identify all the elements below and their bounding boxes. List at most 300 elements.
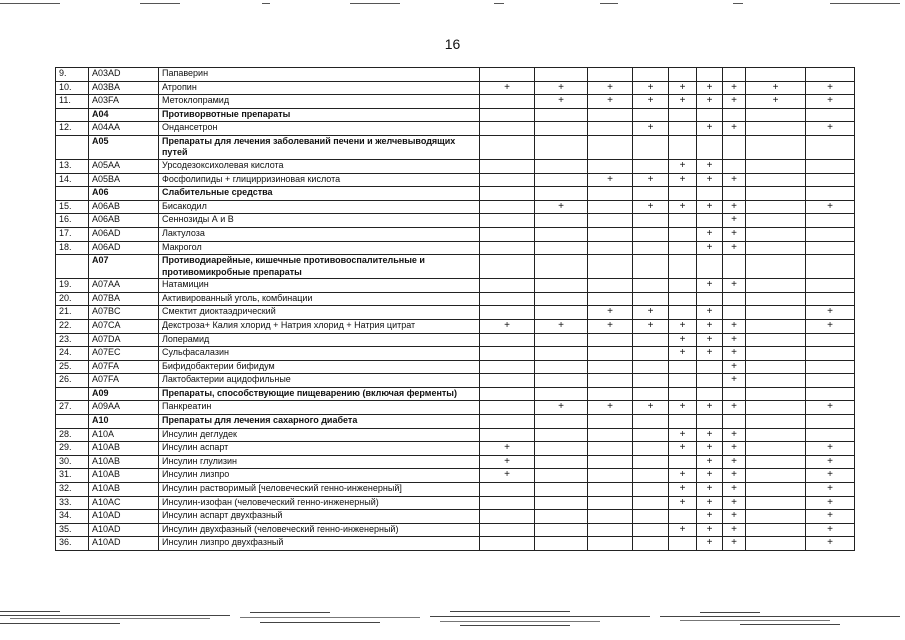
mark-cell: + — [723, 319, 746, 333]
mark-cell — [588, 122, 633, 136]
mark-cell — [746, 173, 806, 187]
mark-cell — [697, 292, 723, 306]
drug-name-cell: Инсулин глулизин — [159, 455, 480, 469]
mark-cell: + — [633, 306, 669, 320]
mark-cell — [633, 374, 669, 388]
mark-cell — [535, 415, 588, 429]
group-header-row — [56, 135, 855, 159]
row-number-cell: 27. — [56, 401, 89, 415]
drug-name-cell: Препараты для лечения сахарного диабета — [159, 415, 480, 429]
drug-name-cell: Инсулин лизпро двухфазный — [159, 537, 480, 551]
mark-cell: + — [633, 319, 669, 333]
mark-cell — [535, 333, 588, 347]
mark-cell — [480, 360, 535, 374]
table-row — [56, 227, 855, 241]
drug-name-cell: Инсулин аспарт двухфазный — [159, 510, 480, 524]
mark-cell: + — [633, 81, 669, 95]
mark-cell — [697, 255, 723, 279]
mark-cell — [633, 135, 669, 159]
drug-name-cell: Урсодезоксихолевая кислота — [159, 159, 480, 173]
mark-cell — [723, 387, 746, 401]
mark-cell: + — [669, 81, 697, 95]
mark-cell — [535, 227, 588, 241]
mark-cell — [669, 241, 697, 255]
mark-cell — [480, 347, 535, 361]
table-row — [56, 173, 855, 187]
mark-cell — [535, 173, 588, 187]
mark-cell — [588, 159, 633, 173]
mark-cell: + — [480, 442, 535, 456]
mark-cell — [806, 292, 855, 306]
mark-cell: + — [669, 523, 697, 537]
mark-cell — [480, 95, 535, 109]
table-row — [56, 95, 855, 109]
mark-cell — [588, 187, 633, 201]
mark-cell: + — [697, 496, 723, 510]
drug-name-cell: Атропин — [159, 81, 480, 95]
mark-cell — [588, 442, 633, 456]
mark-cell — [633, 483, 669, 497]
atc-code-cell: A10AB — [89, 469, 159, 483]
mark-cell — [697, 108, 723, 122]
mark-cell — [633, 108, 669, 122]
group-header-row — [56, 415, 855, 429]
table-row — [56, 159, 855, 173]
drug-name-cell: Ондансетрон — [159, 122, 480, 136]
mark-cell: + — [723, 455, 746, 469]
drug-name-cell: Инсулин деглудек — [159, 428, 480, 442]
mark-cell — [480, 292, 535, 306]
row-number-cell: 31. — [56, 469, 89, 483]
atc-code-cell: A07DA — [89, 333, 159, 347]
mark-cell — [633, 159, 669, 173]
mark-cell — [697, 187, 723, 201]
mark-cell — [480, 159, 535, 173]
mark-cell — [535, 360, 588, 374]
mark-cell: + — [806, 95, 855, 109]
atc-code-cell: A10A — [89, 428, 159, 442]
drug-name-cell: Противодиарейные, кишечные противовоспалительные и противомикробные препараты — [159, 255, 480, 279]
drug-name-cell: Метоклопрамид — [159, 95, 480, 109]
mark-cell — [480, 428, 535, 442]
atc-code-cell: A06AD — [89, 241, 159, 255]
mark-cell — [746, 135, 806, 159]
row-number-cell: 17. — [56, 227, 89, 241]
drug-name-cell: Фосфолипиды + глицирризиновая кислота — [159, 173, 480, 187]
mark-cell: + — [669, 483, 697, 497]
drug-name-cell: Инсулин-изофан (человеческий генно-инженерный) — [159, 496, 480, 510]
drug-name-cell: Препараты, способствующие пищеварению (включая ферменты) — [159, 387, 480, 401]
mark-cell: + — [806, 200, 855, 214]
mark-cell — [588, 214, 633, 228]
mark-cell — [746, 510, 806, 524]
table-row — [56, 523, 855, 537]
mark-cell: + — [633, 200, 669, 214]
mark-cell — [588, 387, 633, 401]
drug-name-cell: Сульфасалазин — [159, 347, 480, 361]
mark-cell — [697, 360, 723, 374]
mark-cell: + — [669, 428, 697, 442]
atc-code-cell: A07EC — [89, 347, 159, 361]
mark-cell: + — [723, 122, 746, 136]
table-row — [56, 428, 855, 442]
mark-cell — [588, 523, 633, 537]
mark-cell — [746, 401, 806, 415]
mark-cell — [633, 241, 669, 255]
mark-cell — [746, 241, 806, 255]
scan-artifact-bottom — [0, 603, 905, 640]
mark-cell: + — [746, 95, 806, 109]
row-number-cell: 28. — [56, 428, 89, 442]
mark-cell — [588, 347, 633, 361]
mark-cell — [697, 68, 723, 82]
mark-cell — [588, 360, 633, 374]
atc-code-cell: A06AB — [89, 214, 159, 228]
mark-cell — [746, 469, 806, 483]
mark-cell — [588, 333, 633, 347]
drug-name-cell: Противорвотные препараты — [159, 108, 480, 122]
mark-cell — [697, 214, 723, 228]
mark-cell — [535, 108, 588, 122]
mark-cell — [746, 428, 806, 442]
group-header-row — [56, 387, 855, 401]
atc-code-cell: A10AB — [89, 483, 159, 497]
table-body — [56, 68, 855, 551]
mark-cell — [633, 333, 669, 347]
row-number-cell: 10. — [56, 81, 89, 95]
mark-cell: + — [697, 279, 723, 293]
mark-cell — [746, 306, 806, 320]
mark-cell — [480, 241, 535, 255]
mark-cell: + — [588, 401, 633, 415]
row-number-cell — [56, 387, 89, 401]
mark-cell: + — [480, 81, 535, 95]
mark-cell: + — [697, 442, 723, 456]
mark-cell: + — [723, 442, 746, 456]
mark-cell — [746, 374, 806, 388]
mark-cell — [806, 187, 855, 201]
mark-cell — [535, 469, 588, 483]
mark-cell — [806, 279, 855, 293]
row-number-cell: 30. — [56, 455, 89, 469]
mark-cell — [806, 347, 855, 361]
mark-cell — [633, 469, 669, 483]
atc-code-cell: A06AD — [89, 227, 159, 241]
mark-cell: + — [697, 319, 723, 333]
mark-cell: + — [723, 227, 746, 241]
row-number-cell: 34. — [56, 510, 89, 524]
mark-cell: + — [697, 523, 723, 537]
mark-cell: + — [697, 306, 723, 320]
mark-cell: + — [588, 319, 633, 333]
mark-cell — [588, 241, 633, 255]
row-number-cell: 24. — [56, 347, 89, 361]
mark-cell: + — [723, 537, 746, 551]
mark-cell — [806, 173, 855, 187]
mark-cell — [746, 279, 806, 293]
mark-cell — [669, 108, 697, 122]
row-number-cell: 15. — [56, 200, 89, 214]
atc-code-cell: A03BA — [89, 81, 159, 95]
mark-cell: + — [723, 510, 746, 524]
row-number-cell: 11. — [56, 95, 89, 109]
mark-cell: + — [480, 319, 535, 333]
mark-cell — [535, 68, 588, 82]
mark-cell — [480, 483, 535, 497]
mark-cell — [480, 510, 535, 524]
table-row — [56, 319, 855, 333]
row-number-cell: 14. — [56, 173, 89, 187]
mark-cell — [588, 483, 633, 497]
mark-cell — [806, 333, 855, 347]
mark-cell — [806, 428, 855, 442]
mark-cell — [806, 159, 855, 173]
row-number-cell: 29. — [56, 442, 89, 456]
mark-cell — [633, 255, 669, 279]
atc-code-cell: A09 — [89, 387, 159, 401]
mark-cell — [806, 68, 855, 82]
mark-cell — [535, 135, 588, 159]
mark-cell: + — [723, 401, 746, 415]
mark-cell: + — [480, 469, 535, 483]
mark-cell: + — [588, 173, 633, 187]
row-number-cell — [56, 135, 89, 159]
mark-cell — [633, 523, 669, 537]
mark-cell: + — [669, 95, 697, 109]
atc-code-cell: A10AD — [89, 510, 159, 524]
mark-cell — [588, 537, 633, 551]
mark-cell — [588, 455, 633, 469]
mark-cell: + — [723, 200, 746, 214]
mark-cell: + — [806, 510, 855, 524]
mark-cell — [633, 455, 669, 469]
mark-cell — [480, 374, 535, 388]
mark-cell — [480, 108, 535, 122]
mark-cell — [535, 159, 588, 173]
table-row — [56, 306, 855, 320]
atc-code-cell: A10AB — [89, 455, 159, 469]
atc-code-cell: A07AA — [89, 279, 159, 293]
mark-cell: + — [669, 401, 697, 415]
mark-cell — [588, 227, 633, 241]
mark-cell — [480, 415, 535, 429]
table-row — [56, 292, 855, 306]
mark-cell — [669, 415, 697, 429]
mark-cell: + — [723, 95, 746, 109]
mark-cell — [480, 173, 535, 187]
mark-cell — [535, 455, 588, 469]
mark-cell — [746, 537, 806, 551]
mark-cell: + — [633, 401, 669, 415]
atc-code-cell: A07BC — [89, 306, 159, 320]
drug-name-cell: Препараты для лечения заболеваний печени и желчевыводящих путей — [159, 135, 480, 159]
mark-cell — [746, 319, 806, 333]
mark-cell — [669, 306, 697, 320]
mark-cell — [480, 537, 535, 551]
mark-cell — [669, 214, 697, 228]
atc-code-cell: A07 — [89, 255, 159, 279]
mark-cell — [746, 200, 806, 214]
mark-cell: + — [669, 200, 697, 214]
table-row — [56, 483, 855, 497]
mark-cell: + — [697, 95, 723, 109]
mark-cell: + — [806, 469, 855, 483]
table-row — [56, 455, 855, 469]
mark-cell: + — [806, 483, 855, 497]
mark-cell — [697, 135, 723, 159]
mark-cell — [669, 374, 697, 388]
table-row — [56, 510, 855, 524]
drug-name-cell: Бифидобактерии бифидум — [159, 360, 480, 374]
mark-cell: + — [697, 81, 723, 95]
mark-cell: + — [697, 401, 723, 415]
drug-name-cell: Инсулин двухфазный (человеческий генно-инженерный) — [159, 523, 480, 537]
row-number-cell: 9. — [56, 68, 89, 82]
mark-cell: + — [697, 173, 723, 187]
mark-cell — [633, 510, 669, 524]
atc-code-cell: A04 — [89, 108, 159, 122]
mark-cell: + — [806, 401, 855, 415]
mark-cell — [480, 68, 535, 82]
drug-name-cell: Декстроза+ Калия хлорид + Натрия хлорид + Натрия цитрат — [159, 319, 480, 333]
row-number-cell — [56, 255, 89, 279]
mark-cell — [588, 108, 633, 122]
mark-cell — [633, 428, 669, 442]
row-number-cell — [56, 108, 89, 122]
mark-cell — [480, 135, 535, 159]
mark-cell — [806, 360, 855, 374]
mark-cell: + — [697, 241, 723, 255]
drug-name-cell: Макрогол — [159, 241, 480, 255]
atc-code-cell: A06AB — [89, 200, 159, 214]
mark-cell: + — [806, 81, 855, 95]
mark-cell — [806, 241, 855, 255]
mark-cell — [535, 347, 588, 361]
mark-cell — [669, 122, 697, 136]
mark-cell: + — [723, 523, 746, 537]
row-number-cell: 13. — [56, 159, 89, 173]
atc-code-cell: A07BA — [89, 292, 159, 306]
row-number-cell: 20. — [56, 292, 89, 306]
mark-cell — [806, 374, 855, 388]
mark-cell: + — [633, 95, 669, 109]
mark-cell — [806, 227, 855, 241]
mark-cell — [535, 428, 588, 442]
mark-cell: + — [806, 122, 855, 136]
mark-cell — [669, 227, 697, 241]
table-row — [56, 214, 855, 228]
mark-cell — [723, 415, 746, 429]
mark-cell — [588, 279, 633, 293]
mark-cell: + — [806, 537, 855, 551]
row-number-cell: 21. — [56, 306, 89, 320]
row-number-cell: 19. — [56, 279, 89, 293]
mark-cell — [535, 523, 588, 537]
atc-code-cell: A06 — [89, 187, 159, 201]
mark-cell — [669, 360, 697, 374]
mark-cell — [806, 415, 855, 429]
mark-cell: + — [697, 483, 723, 497]
mark-cell — [669, 135, 697, 159]
mark-cell — [535, 496, 588, 510]
row-number-cell: 32. — [56, 483, 89, 497]
atc-code-cell: A10AD — [89, 523, 159, 537]
mark-cell: + — [669, 469, 697, 483]
mark-cell — [746, 122, 806, 136]
mark-cell — [535, 241, 588, 255]
mark-cell: + — [723, 214, 746, 228]
mark-cell: + — [697, 455, 723, 469]
mark-cell: + — [535, 81, 588, 95]
table-row — [56, 496, 855, 510]
row-number-cell: 35. — [56, 523, 89, 537]
mark-cell: + — [723, 360, 746, 374]
table-row — [56, 360, 855, 374]
mark-cell — [535, 442, 588, 456]
mark-cell — [535, 187, 588, 201]
mark-cell — [723, 135, 746, 159]
mark-cell — [669, 510, 697, 524]
mark-cell — [535, 279, 588, 293]
mark-cell — [588, 469, 633, 483]
mark-cell: + — [697, 347, 723, 361]
mark-cell — [746, 108, 806, 122]
mark-cell — [723, 68, 746, 82]
mark-cell — [588, 255, 633, 279]
mark-cell — [480, 496, 535, 510]
mark-cell — [746, 214, 806, 228]
mark-cell: + — [588, 95, 633, 109]
drug-name-cell: Активированный уголь, комбинации — [159, 292, 480, 306]
mark-cell — [697, 374, 723, 388]
mark-cell: + — [535, 319, 588, 333]
mark-cell: + — [669, 159, 697, 173]
mark-cell — [480, 187, 535, 201]
atc-code-cell: A05AA — [89, 159, 159, 173]
group-header-row — [56, 108, 855, 122]
atc-code-cell: A07FA — [89, 374, 159, 388]
table-row — [56, 68, 855, 82]
drug-name-cell: Смектит диоктаэдрический — [159, 306, 480, 320]
mark-cell: + — [535, 95, 588, 109]
mark-cell — [746, 442, 806, 456]
drug-name-cell: Лактобактерии ацидофильные — [159, 374, 480, 388]
scan-artifact-top — [0, 3, 905, 9]
table-row — [56, 241, 855, 255]
mark-cell — [535, 214, 588, 228]
mark-cell: + — [723, 496, 746, 510]
mark-cell — [535, 510, 588, 524]
mark-cell: + — [535, 401, 588, 415]
mark-cell — [723, 292, 746, 306]
mark-cell — [669, 387, 697, 401]
mark-cell — [746, 347, 806, 361]
mark-cell: + — [669, 173, 697, 187]
mark-cell — [633, 279, 669, 293]
mark-cell — [633, 68, 669, 82]
mark-cell: + — [588, 306, 633, 320]
row-number-cell — [56, 415, 89, 429]
mark-cell: + — [806, 523, 855, 537]
mark-cell: + — [669, 442, 697, 456]
mark-cell — [480, 401, 535, 415]
mark-cell: + — [669, 347, 697, 361]
mark-cell — [633, 187, 669, 201]
mark-cell — [480, 387, 535, 401]
drug-name-cell: Папаверин — [159, 68, 480, 82]
atc-code-cell: A05BA — [89, 173, 159, 187]
row-number-cell: 33. — [56, 496, 89, 510]
